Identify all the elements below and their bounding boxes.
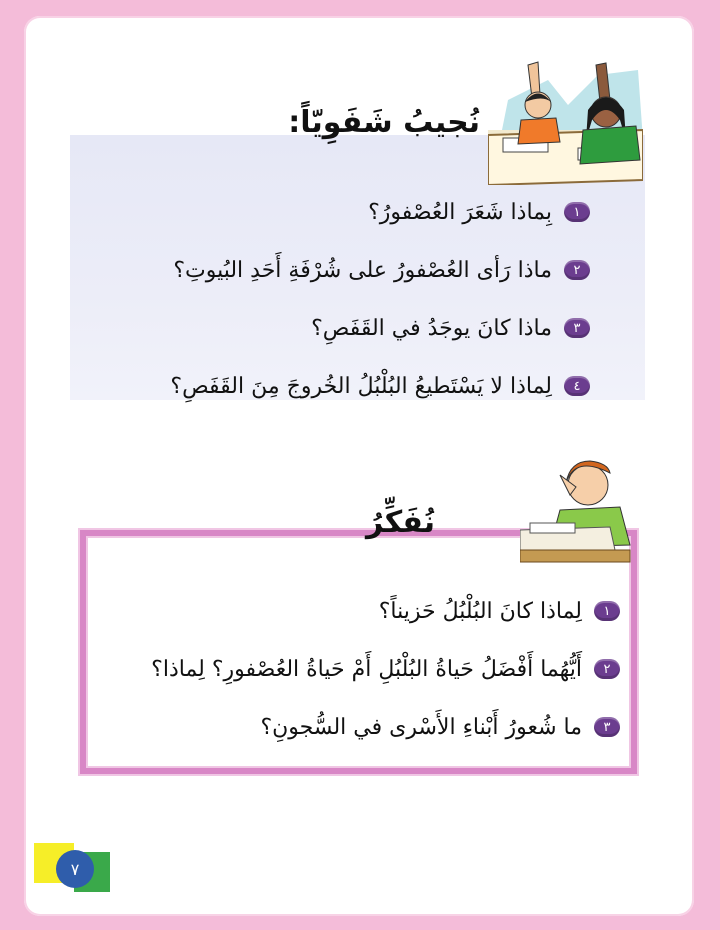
think-section-title: نُفَكِّرُ [366,505,435,540]
question-text: بِماذا شَعَرَ العُصْفورُ؟ [368,199,552,225]
list-item [170,183,590,241]
boy-reading-illustration [520,455,645,565]
list-item [151,582,620,640]
question-text: لِماذا لا يَسْتَطيعُ البُلْبُلُ الخُروجَ مِنَ القَفَصِ؟ [170,373,552,399]
question-number-badge: ٣ [594,717,620,737]
students-raising-hands-illustration [488,60,643,185]
question-text: لِماذا كانَ البُلْبُلُ حَزيناً؟ [378,598,582,624]
list-item [170,241,590,299]
question-number-badge: ١ [594,601,620,621]
list-item [151,698,620,756]
question-number-badge: ٢ [564,260,590,280]
think-questions-list [151,582,620,756]
question-number-badge: ١ [564,202,590,222]
oral-answers-title: نُجيبُ شَفَوِيّاً: [288,105,480,140]
question-number-badge: ٣ [564,318,590,338]
question-text: ما شُعورُ أَبْناءِ الأَسْرى في السُّجونِ؟ [260,714,582,740]
question-text: ماذا رَأى العُصْفورُ على شُرْفَةِ أَحَدِ البُيوتِ؟ [173,257,552,283]
question-text: ماذا كانَ يوجَدُ في القَفَصِ؟ [311,315,552,341]
question-text: أَيُّهُما أَفْضَلُ حَياةُ البُلْبُلِ أَمْ حَياةُ العُصْفورِ؟ لِماذا؟ [151,656,582,682]
list-item [151,640,620,698]
question-number-badge: ٤ [564,376,590,396]
page-number-badge: ٧ [56,850,94,888]
oral-questions-list [170,183,590,415]
list-item [170,357,590,415]
question-number-badge: ٢ [594,659,620,679]
list-item [170,299,590,357]
